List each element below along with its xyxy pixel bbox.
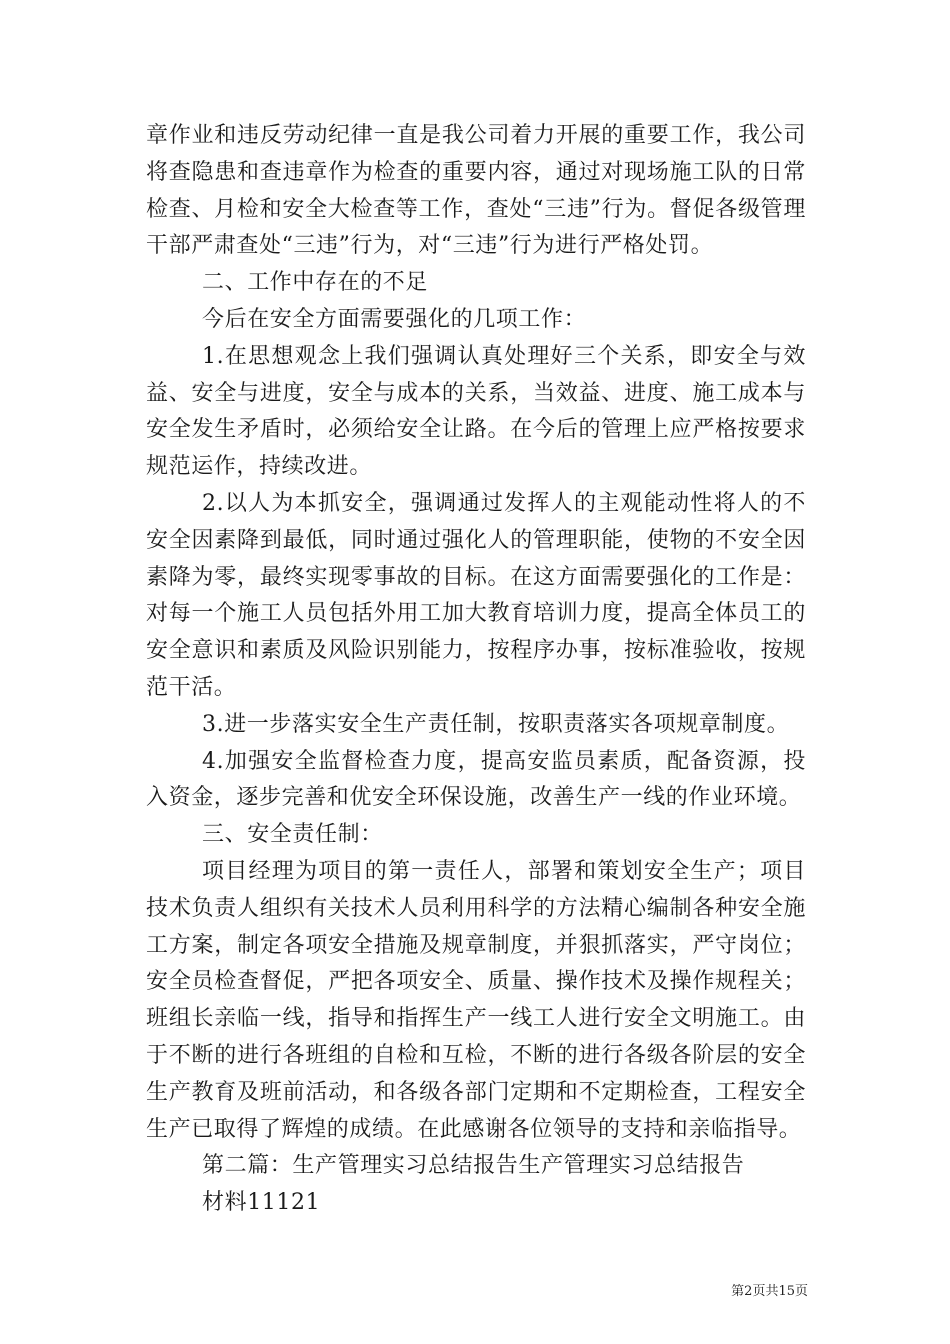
document-body bbox=[146, 118, 806, 1222]
section-heading-responsibility: 三、安全责任制： bbox=[202, 822, 383, 848]
page-number: 第2页共15页 bbox=[731, 1284, 808, 1299]
paragraph-continuation: 章作业和违反劳动纪律一直是我公司着力开展的重要工作，我公司将查隐患和查违章作为检查的重要内容，通过对现场施工队的日常检查、月检和安全大检查等工作，查处“三违”行为。督促各级管理干部严肃查处“三违”行为，对“三违”行为进行严格处罚。 bbox=[146, 123, 806, 259]
paragraph-responsibility: 项目经理为项目的第一责任人，部署和策划安全生产；项目技术负责人组织有关技术人员利用科学的方法精心编制各种安全施工方案，制定各项安全措施及规章制度，并狠抓落实，严守岗位；安全员检查督促，严把各项安全、质量、操作技术及操作规程关；班组长亲临一线，指导和指挥生产一线工人进行安全文明施工。由于不断的进行各班组的自检和互检，不断的进行各级各阶层的安全生产教育及班前活动，和各级各部门定期和不定期检查，工程安全生产已取得了辉煌的成绩。在此感谢各位领导的支持和亲临指导。 bbox=[146, 858, 806, 1142]
paragraph-material-code: 材料11121 bbox=[202, 1190, 321, 1216]
paragraph-intro-tasks: 今后在安全方面需要强化的几项工作： bbox=[202, 306, 587, 332]
section-heading-part-two: 第二篇：生产管理实习总结报告生产管理实习总结报告 bbox=[202, 1153, 745, 1179]
section-heading-shortcomings: 二、工作中存在的不足 bbox=[202, 270, 429, 296]
list-item-2: 2.以人为本抓安全，强调通过发挥人的主观能动性将人的不安全因素降到最低，同时通过强化人的管理职能，使物的不安全因素降为零，最终实现零事故的目标。在这方面需要强化的工作是：对每一个施工人员包括外用工加大教育培训力度，提高全体员工的安全意识和素质及风险识别能力，按程序办事，按标准验收，按规范干活。 bbox=[146, 490, 806, 700]
list-item-4: 4.加强安全监督检查力度，提高安监员素质，配备资源，投入资金，逐步完善和优安全环保设施，改善生产一线的作业环境。 bbox=[146, 748, 806, 811]
list-item-1: 1.在思想观念上我们强调认真处理好三个关系，即安全与效益、安全与进度，安全与成本的关系，当效益、进度、施工成本与安全发生矛盾时，必须给安全让路。在今后的管理上应严格按要求规范运作，持续改进。 bbox=[146, 343, 806, 480]
list-item-3: 3.进一步落实安全生产责任制，按职责落实各项规章制度。 bbox=[202, 711, 790, 737]
